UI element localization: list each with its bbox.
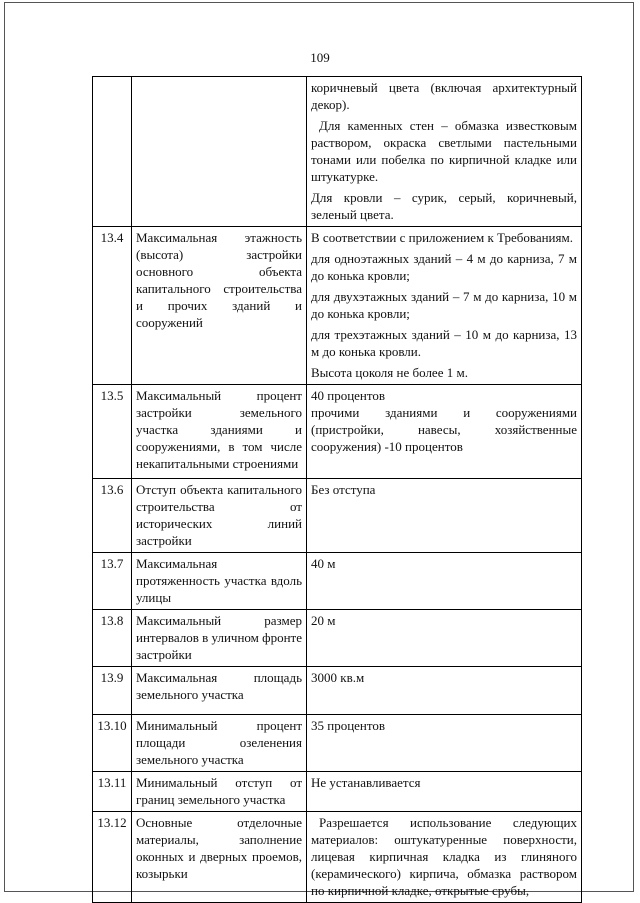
row-number: 13.9 (93, 667, 132, 715)
table-row (93, 812, 582, 903)
table-body (93, 77, 582, 903)
parameter-value (307, 667, 582, 715)
value-paragraph: В соответствии с приложением к Требованиям. (311, 230, 573, 245)
value-paragraph: 40 процентов (311, 388, 386, 403)
table-row (93, 667, 582, 715)
table-row (93, 772, 582, 812)
parameter-value (307, 479, 582, 553)
parameter-value (307, 715, 582, 772)
parameter-name: Максимальная этажность (высота) застройки основного объекта капитального строительства и прочих зданий и сооружений (132, 227, 307, 385)
parameter-value (307, 553, 582, 610)
value-paragraph: коричневый цвета (включая архитектурный декор). (311, 80, 577, 112)
table-row (93, 715, 582, 772)
value-paragraph: Без отступа (311, 482, 376, 497)
parameter-name: Отступ объекта капитального строительства от исторических линий застройки (132, 479, 307, 553)
parameter-value (307, 385, 582, 479)
value-paragraph: 20 м (311, 613, 336, 628)
parameter-name: Максимальная площадь земельного участка (132, 667, 307, 715)
parameter-value (307, 812, 582, 903)
row-number: 13.8 (93, 610, 132, 667)
value-paragraph: для двухэтажных зданий – 7 м до карниза, 10 м до конька кровли; (311, 289, 577, 321)
row-number: 13.5 (93, 385, 132, 479)
parameter-value (307, 610, 582, 667)
parameter-name: Максимальная протяженность участка вдоль улицы (132, 553, 307, 610)
value-paragraph: Для каменных стен – обмазка известковым раствором, окраска светлыми пастельными тонами или побелка по кирпичной кладке или штукатурке. (311, 118, 577, 184)
parameter-name (132, 77, 307, 227)
parameter-name: Максимальный размер интервалов в уличном фронте застройки (132, 610, 307, 667)
parameter-name: Минимальный процент площади озеленения земельного участка (132, 715, 307, 772)
table-row (93, 479, 582, 553)
value-paragraph: 3000 кв.м (311, 670, 365, 685)
value-paragraph: Разрешается использование следующих материалов: оштукатуренные поверхности, лицевая кирпичная кладка из глиняного (керамического) кирпича, обмазка раствором по кирпичной кладке, открытые срубы, (311, 815, 577, 898)
value-paragraph: Не устанавливается (311, 775, 421, 790)
parameter-value (307, 227, 582, 385)
table-row (93, 385, 582, 479)
table-row (93, 227, 582, 385)
table-row (93, 77, 582, 227)
value-paragraph: для одноэтажных зданий – 4 м до карниза, 7 м до конька кровли; (311, 251, 577, 283)
table-row (93, 610, 582, 667)
row-number (93, 77, 132, 227)
row-number: 13.6 (93, 479, 132, 553)
parameter-value (307, 77, 582, 227)
regulations-table (92, 76, 582, 903)
value-paragraph: прочими зданиями и сооружениями (пристройки, навесы, хозяйственные сооружения) -10 процентов (311, 405, 577, 454)
table-row (93, 553, 582, 610)
parameter-name: Максимальный процент застройки земельного участка зданиями и сооружениями, в том числе некапитальными строениями (132, 385, 307, 479)
value-paragraph: 40 м (311, 556, 336, 571)
row-number: 13.12 (93, 812, 132, 903)
parameter-name: Основные отделочные материалы, заполнение оконных и дверных проемов, козырьки (132, 812, 307, 903)
value-paragraph: Для кровли – сурик, серый, коричневый, зеленый цвета. (311, 190, 577, 222)
value-paragraph: 35 процентов (311, 718, 386, 733)
parameter-name: Минимальный отступ от границ земельного участка (132, 772, 307, 812)
row-number: 13.7 (93, 553, 132, 610)
value-paragraph: для трехэтажных зданий – 10 м до карниза, 13 м до конька кровли. (311, 327, 577, 359)
page-number: 109 (310, 50, 330, 65)
value-paragraph: Высота цоколя не более 1 м. (311, 365, 468, 380)
row-number: 13.10 (93, 715, 132, 772)
row-number: 13.4 (93, 227, 132, 385)
row-number: 13.11 (93, 772, 132, 812)
parameter-value (307, 772, 582, 812)
